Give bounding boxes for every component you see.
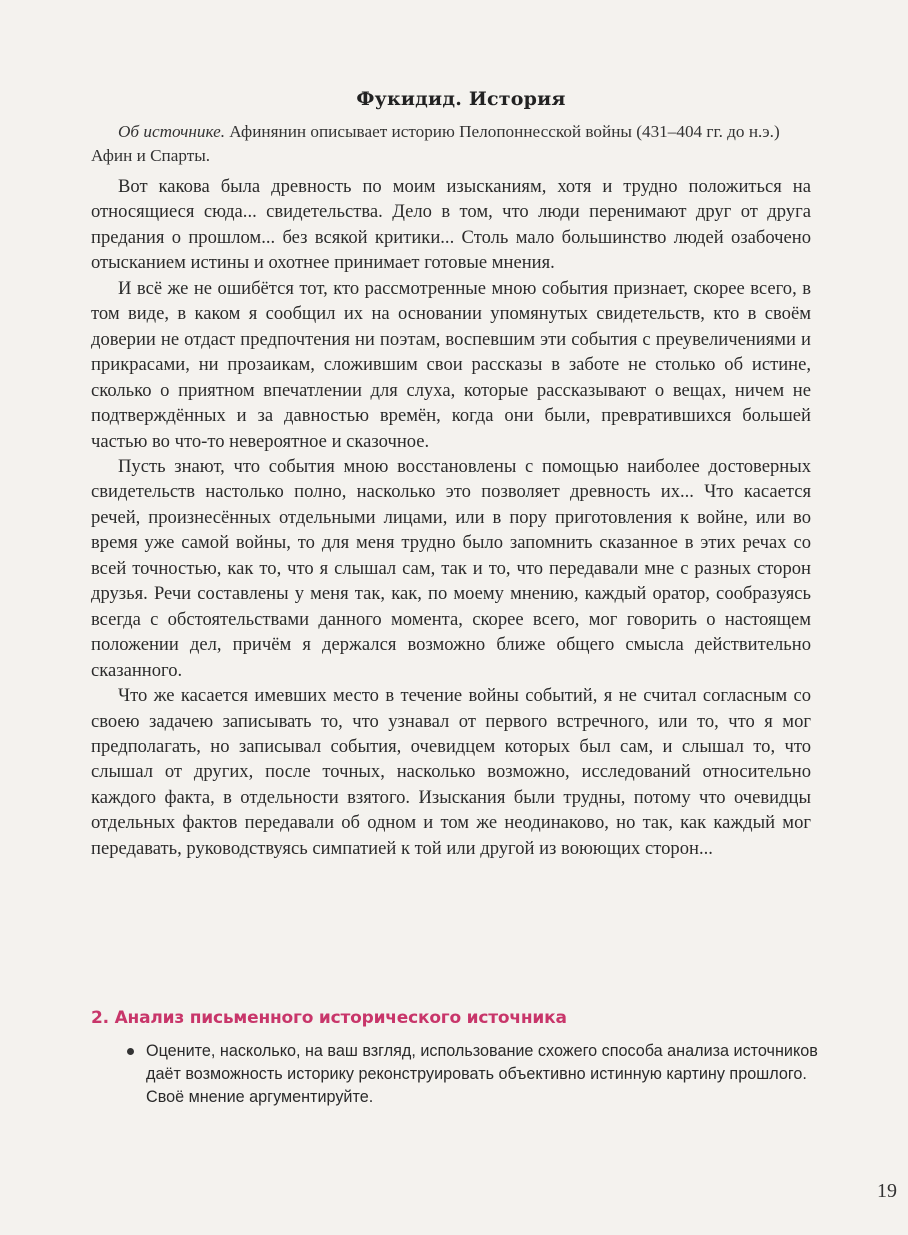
document-title: Фукидид. История [356, 88, 566, 110]
source-note-text: Афинянин описывает историю Пелопоннесской войны (431–404 гг. до н.э.) Афин и Спарты. [91, 122, 780, 165]
bullet-icon [127, 1048, 134, 1055]
excerpt-paragraph-4: Что же касается имевших место в течение войны событий, я не считал согласным со своею задачею записывать то, что узнавал от первого встречного, или то, что я мог предполагать, но записывал события, очевидцем которых был сам, и слышал то, что слышал от других, после точных, насколько возможно, исследований относительно каждого факта, в отдельности взятого. Изыскания были трудны, потому что очевидцы отдельных фактов передавали об одном и том же неодинаково, но так, как каждый мог передавать, руководствуясь симпатией к той или другой из воюющих сторон... [91, 685, 811, 859]
task-text: Оцените, насколько, на ваш взгляд, использование схожего способа анализа источников даёт возможность историку реконструировать объективно истинную картину прошлого. Своё мнение аргументируйте. [146, 1042, 818, 1106]
source-note-lead: Об источнике. [118, 122, 225, 141]
excerpt-paragraph-1: Вот какова была древность по моим изысканиям, хотя и трудно положиться на относящиеся сюда... свидетельства. Дело в том, что люди перенимают друг от друга предания о прошлом... без всякой критики... Столь мало большинство людей озабочено отысканием истины и охотнее принимает готовые мнения. [91, 176, 811, 274]
task-item [127, 1040, 836, 1109]
excerpt-paragraph-3: Пусть знают, что события мною восстановлены с помощью наиболее достоверных свидетельств настолько полно, насколько это позволяет древность их... Что касается речей, произнесённых отдельными лицами, или в пору приготовления к войне, или во время уже самой войны, то для меня трудно было запомнить сказанное в этих речах со всей точностью, как то, что я слышал сам, так и то, что передавали мне с разных сторон друзья. Речи составлены у меня так, как, по моему мнению, каждый оратор, сообразуясь всегда с обстоятельствами данного момента, скорее всего, мог говорить о настоящем положении дел, причём я держался возможно ближе общего смысла действительно сказанного. [91, 455, 811, 681]
source-excerpt [91, 174, 811, 861]
section-heading: 2. Анализ письменного исторического источника [91, 1008, 567, 1028]
page-number: 19 [877, 1180, 897, 1202]
textbook-page [91, 0, 897, 1235]
excerpt-paragraph-2: И всё же не ошибётся тот, кто рассмотренные мною события признает, скорее всего, в том виде, в каком я сообщил их на основании упомянутых свидетельств, кто в своём доверии не отдаст предпочтения ни поэтам, воспевшим эти события с преувеличениями и прикрасами, ни прозаикам, сложившим свои рассказы в заботе не столько об истине, сколько о приятном впечатлении для слуха, которые рассказывают о вещах, ничем не подтверждённых и за давностью времён, когда они были, превратившихся большей частью во что-то невероятное и сказочное. [91, 277, 811, 452]
source-note [91, 120, 811, 168]
